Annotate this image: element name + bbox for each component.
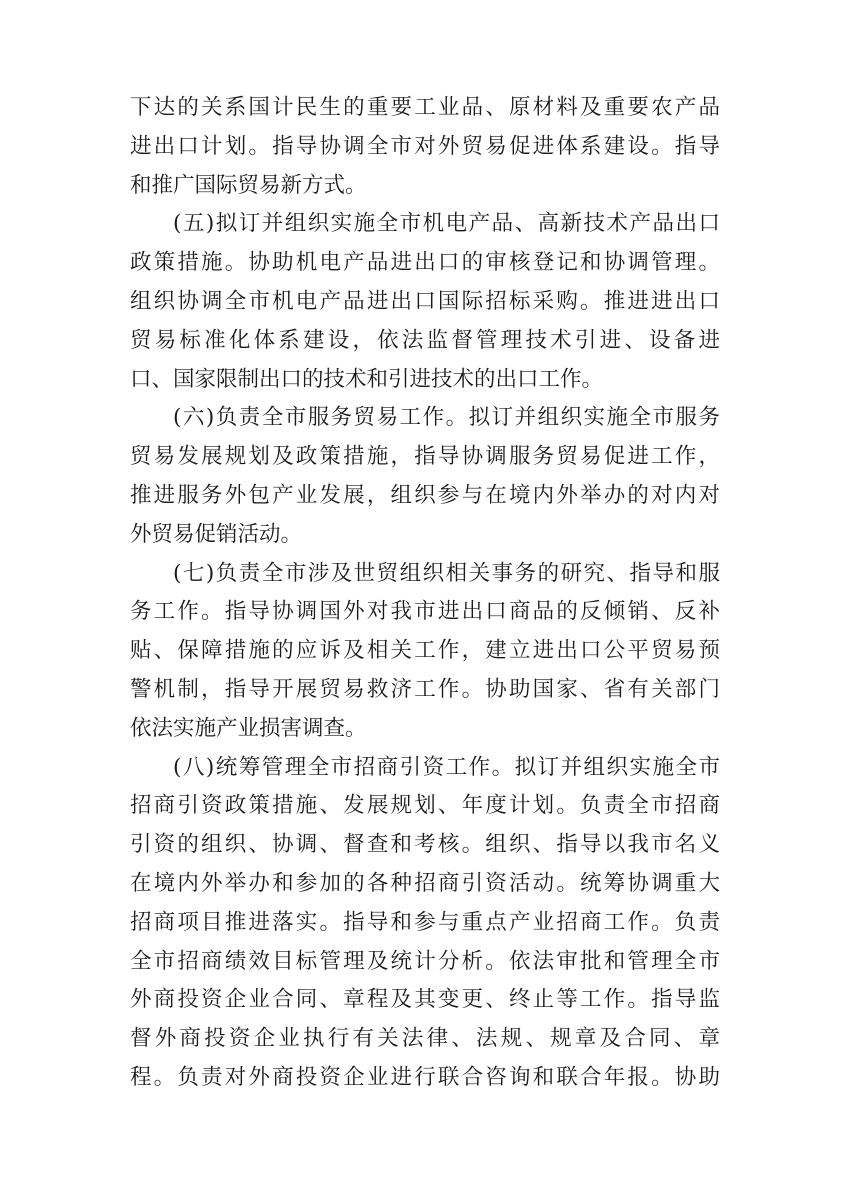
document-page [130,89,720,1098]
text-line: 在境内外举办和参加的各种招商引资活动。统筹协调重大 [130,870,720,896]
paragraph-start-line: (八)统筹管理全市招商引资工作。拟订并组织实施全市 [173,754,720,780]
text-line: 贸易标准化体系建设，依法监督管理技术引进、设备进 [130,327,720,353]
text-line: 外贸易促销活动。 [130,521,303,547]
text-line: 招商项目推进落实。指导和参与重点产业招商工作。负责 [130,909,720,935]
text-line: 贴、保障措施的应诉及相关工作，建立进出口公平贸易预 [130,638,720,664]
paragraph-start-line: (五)拟订并组织实施全市机电产品、高新技术产品出口 [173,211,720,237]
text-line: 政策措施。协助机电产品进出口的审核登记和协调管理。 [130,250,720,276]
text-line: 全市招商绩效目标管理及统计分析。依法审批和管理全市 [130,948,720,974]
paragraph-start-line: (七)负责全市涉及世贸组织相关事务的研究、指导和服 [173,560,720,586]
text-line: 警机制，指导开展贸易救济工作。协助国家、省有关部门 [130,676,720,702]
text-line: 程。负责对外商投资企业进行联合咨询和联合年报。协助 [130,1064,720,1090]
text-line: 外商投资企业合同、章程及其变更、终止等工作。指导监 [130,987,720,1013]
text-line: 贸易发展规划及政策措施，指导协调服务贸易促进工作， [130,444,720,470]
text-line: 引资的组织、协调、督查和考核。组织、指导以我市名义 [130,832,720,858]
text-line: 督外商投资企业执行有关法律、法规、规章及合同、章 [130,1026,720,1052]
text-line: 下达的关系国计民生的重要工业品、原材料及重要农产品 [130,95,720,120]
text-line: 和推广国际贸易新方式。 [130,172,367,198]
text-line: 组织协调全市机电产品进出口国际招标采购。推进进出口 [130,288,720,314]
text-line: 进出口计划。指导协调全市对外贸易促进体系建设。指导 [130,133,720,159]
text-line: 口、国家限制出口的技术和引进技术的出口工作。 [130,366,604,392]
text-line: 依法实施产业损害调查。 [130,715,367,741]
text-line: 务工作。指导协调国外对我市进出口商品的反倾销、反补 [130,599,720,625]
text-line: 推进服务外包产业发展，组织参与在境内外举办的对内对 [130,482,720,508]
paragraph-start-line: (六)负责全市服务贸易工作。拟订并组织实施全市服务 [173,405,720,431]
text-line: 招商引资政策措施、发展规划、年度计划。负责全市招商 [130,793,720,819]
